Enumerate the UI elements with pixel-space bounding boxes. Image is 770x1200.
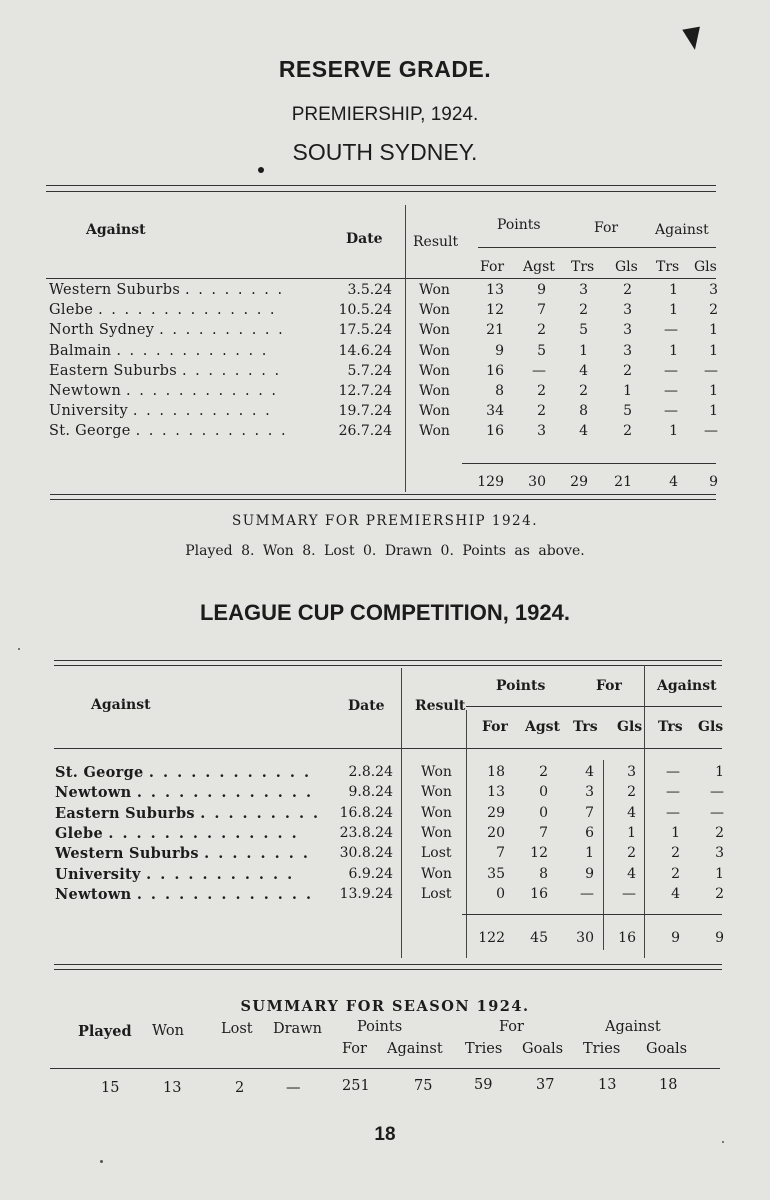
value-goals-against: 18 xyxy=(659,1077,678,1093)
points-for: 18 xyxy=(487,764,505,780)
match-date: 2.8.24 xyxy=(348,764,393,780)
tries-against: 1 xyxy=(669,282,678,298)
team-name xyxy=(55,886,313,903)
goals-against: — xyxy=(704,362,718,379)
team-label: St. George xyxy=(55,764,144,781)
tries-for: 2 xyxy=(579,383,588,399)
header-bottom-rule xyxy=(46,278,716,279)
tries-against: — xyxy=(666,804,680,821)
points-for: 13 xyxy=(486,282,504,298)
col-header-date: Date xyxy=(348,698,385,714)
sub-header-gls-against: Gls xyxy=(698,719,724,735)
value-tries-against: 13 xyxy=(598,1077,617,1093)
label-against: Against xyxy=(605,1019,661,1035)
col-header-result: Result xyxy=(413,234,459,250)
header-bottom-rule xyxy=(54,748,722,749)
points-against: 8 xyxy=(539,865,548,882)
team-name xyxy=(55,784,313,801)
match-date: 19.7.24 xyxy=(338,403,392,420)
leader-dots: . . . . . . . . xyxy=(204,845,310,863)
match-result: Won xyxy=(419,302,450,319)
page-subtitle: PREMIERSHIP, 1924. xyxy=(291,104,479,125)
value-points-against: 75 xyxy=(414,1078,433,1094)
label-tries-against: Tries xyxy=(583,1041,621,1057)
points-against: 16 xyxy=(530,885,548,902)
match-date: 6.9.24 xyxy=(348,865,393,882)
points-against: 5 xyxy=(537,342,546,359)
tries-against: — xyxy=(664,383,678,399)
points-for: 8 xyxy=(495,383,504,399)
points-for: 7 xyxy=(496,845,505,862)
points-against: 9 xyxy=(537,282,546,298)
team-label: St. George xyxy=(49,423,131,440)
label-drawn: Drawn xyxy=(273,1021,322,1037)
total-tries-for: 29 xyxy=(570,474,588,490)
points-for: 20 xyxy=(487,824,505,841)
table-bottom-rule xyxy=(54,964,722,965)
team-name xyxy=(49,423,288,439)
result-column-rule xyxy=(405,205,406,492)
goals-for: 4 xyxy=(627,804,636,821)
leader-dots: . . . . . . . . xyxy=(181,362,282,379)
tries-for: 4 xyxy=(579,423,588,440)
match-date: 26.7.24 xyxy=(338,423,392,440)
label-goals-against: Goals xyxy=(646,1041,688,1057)
col-header-against-group: Against xyxy=(657,678,717,694)
tries-against: — xyxy=(666,784,680,801)
paper-speck xyxy=(100,1160,103,1163)
table-top-rule xyxy=(46,185,716,186)
tries-for: 3 xyxy=(579,282,588,298)
bullet-dot xyxy=(258,167,264,173)
points-against: 2 xyxy=(539,764,548,780)
match-result: Won xyxy=(419,322,450,339)
goals-against: 1 xyxy=(709,383,718,399)
points-for: 9 xyxy=(495,342,504,359)
points-against: 12 xyxy=(530,845,548,862)
match-date: 30.8.24 xyxy=(339,845,393,862)
tries-for: 1 xyxy=(579,342,588,359)
header-divider xyxy=(478,247,716,248)
sub-header-trs: Trs xyxy=(571,259,595,275)
table-top-rule xyxy=(54,660,722,661)
table-bottom-rule xyxy=(50,494,716,495)
match-date: 13.9.24 xyxy=(339,885,393,902)
team-label: North Sydney xyxy=(49,322,155,339)
total-points-against: 45 xyxy=(530,930,548,946)
col-header-against: Against xyxy=(91,697,151,713)
goals-for: 1 xyxy=(623,383,632,399)
match-date: 12.7.24 xyxy=(338,383,392,399)
tries-against: 1 xyxy=(669,342,678,359)
league-cup-title: LEAGUE CUP COMPETITION, 1924. xyxy=(199,600,570,625)
goals-against: — xyxy=(710,804,724,821)
leader-dots: . . . . . . . . . . . . xyxy=(135,423,288,440)
goals-against: 3 xyxy=(709,282,718,298)
match-result: Won xyxy=(421,804,452,821)
total-goals-for: 16 xyxy=(618,930,636,946)
sub-header-for: For xyxy=(482,719,508,735)
sub-header-trs: Trs xyxy=(573,719,598,735)
leader-dots: . . . . . . . . . . . . . . xyxy=(98,302,277,319)
team-name xyxy=(49,282,284,298)
team-label: Glebe xyxy=(55,824,103,842)
tries-for: 3 xyxy=(585,784,594,801)
sub-header-trs-against: Trs xyxy=(658,719,683,735)
team-name xyxy=(49,322,285,338)
total-tries-against: 9 xyxy=(671,930,680,946)
label-goals-for: Goals xyxy=(522,1041,564,1057)
points-for: 29 xyxy=(487,804,505,821)
sub-header-trs-against: Trs xyxy=(656,259,680,275)
team-label: Newtown xyxy=(55,885,132,903)
value-goals-for: 37 xyxy=(536,1077,555,1093)
goals-for: 2 xyxy=(627,784,636,801)
leader-dots: . . . . . . . . . . . . . . xyxy=(108,824,299,842)
team-label: Glebe xyxy=(49,302,94,319)
match-result: Won xyxy=(419,282,450,298)
paper-speck xyxy=(722,1141,724,1143)
match-date: 16.8.24 xyxy=(339,804,393,821)
points-against: 3 xyxy=(537,423,546,440)
tries-for: 2 xyxy=(579,302,588,319)
col-header-for-group: For xyxy=(596,678,622,694)
tries-for: 5 xyxy=(579,322,588,339)
goals-against: — xyxy=(710,784,724,801)
match-result: Lost xyxy=(421,885,452,902)
leader-dots: . . . . . . . . xyxy=(185,282,285,298)
goals-against: 1 xyxy=(709,342,718,359)
value-tries-for: 59 xyxy=(474,1077,493,1093)
goals-for: — xyxy=(622,885,636,902)
points-column-rule xyxy=(466,710,467,958)
team-label: Western Suburbs xyxy=(55,845,199,863)
goals-for: 2 xyxy=(623,362,632,379)
table-top-rule xyxy=(46,191,716,192)
page-title: RESERVE GRADE. xyxy=(278,56,492,82)
tries-against: 4 xyxy=(671,885,680,902)
leader-dots: . . . . . . . . . . . xyxy=(146,865,295,883)
goals-for: 5 xyxy=(623,403,632,420)
team-name xyxy=(49,343,268,359)
goals-against: 3 xyxy=(715,845,724,862)
team-name xyxy=(55,825,299,842)
points-against: 2 xyxy=(537,403,546,420)
header-divider xyxy=(466,706,722,707)
points-for: 12 xyxy=(486,302,504,319)
tries-against: 2 xyxy=(671,865,680,882)
total-points-against: 30 xyxy=(528,474,546,490)
goals-against: 1 xyxy=(715,764,724,780)
col-header-result: Result xyxy=(415,698,466,714)
col-header-against-group: Against xyxy=(655,222,709,238)
club-name: SOUTH SYDNEY. xyxy=(292,139,478,165)
label-tries-for: Tries xyxy=(465,1041,503,1057)
points-against: 7 xyxy=(537,302,546,319)
leader-dots: . . . . . . . . . . . . xyxy=(126,383,279,399)
team-name xyxy=(49,403,272,419)
result-column-rule xyxy=(401,668,402,958)
total-goals-against: 9 xyxy=(709,474,718,490)
match-date: 5.7.24 xyxy=(347,362,392,379)
value-drawn: — xyxy=(286,1080,301,1096)
total-goals-against: 9 xyxy=(715,930,724,946)
points-for: 21 xyxy=(486,322,504,339)
team-name xyxy=(49,383,278,399)
leader-dots: . . . . . . . . . . . . xyxy=(116,342,269,359)
team-name xyxy=(55,845,310,862)
goals-for: 3 xyxy=(623,302,632,319)
team-label: Western Suburbs xyxy=(49,282,181,298)
tries-against: — xyxy=(666,764,680,780)
leader-dots: . . . . . . . . . xyxy=(200,804,321,822)
team-label: University xyxy=(55,865,141,883)
label-points-against: Against xyxy=(387,1041,443,1057)
goals-against: 1 xyxy=(709,322,718,339)
points-against: 0 xyxy=(539,804,548,821)
goals-for: 3 xyxy=(623,322,632,339)
col-header-against: Against xyxy=(86,222,146,238)
goals-for: 3 xyxy=(623,342,632,359)
totals-rule xyxy=(462,914,722,915)
points-for: 34 xyxy=(486,403,504,420)
paper-speck xyxy=(18,648,20,650)
total-tries-for: 30 xyxy=(576,930,594,946)
tries-against: 1 xyxy=(669,423,678,440)
tries-for: 7 xyxy=(585,804,594,821)
match-result: Won xyxy=(419,362,450,379)
col-header-for-group: For xyxy=(594,220,619,236)
goals-for: 2 xyxy=(627,845,636,862)
table-bottom-rule xyxy=(54,969,722,970)
table-bottom-rule xyxy=(50,499,716,500)
points-against: — xyxy=(532,362,546,379)
goals-against: 2 xyxy=(715,824,724,841)
match-date: 9.8.24 xyxy=(348,784,393,801)
goals-for: 3 xyxy=(627,764,636,780)
team-label: Eastern Suburbs xyxy=(49,362,178,379)
goals-against: 1 xyxy=(715,865,724,882)
goals-for: 1 xyxy=(627,824,636,841)
team-name xyxy=(49,302,277,318)
col-header-points: Points xyxy=(496,678,546,694)
tries-for: 8 xyxy=(579,403,588,420)
goals-against: 1 xyxy=(709,403,718,420)
match-result: Won xyxy=(421,764,452,780)
sub-header-for: For xyxy=(480,259,505,275)
points-against: 0 xyxy=(539,784,548,801)
label-points: Points xyxy=(357,1019,403,1035)
value-lost: 2 xyxy=(235,1080,245,1096)
tries-against: — xyxy=(664,362,678,379)
total-goals-for: 21 xyxy=(614,474,632,490)
leader-dots: . . . . . . . . . . xyxy=(159,322,285,339)
match-result: Won xyxy=(419,342,450,359)
goals-against: — xyxy=(704,423,718,440)
table-top-rule xyxy=(54,665,722,666)
team-name xyxy=(55,805,320,822)
tries-against: 1 xyxy=(671,824,680,841)
sub-header-agst: Agst xyxy=(525,719,560,735)
leader-dots: . . . . . . . . . . . . xyxy=(148,764,312,781)
match-result: Won xyxy=(421,784,452,801)
label-played: Played xyxy=(78,1023,132,1040)
sub-header-gls-against: Gls xyxy=(694,259,717,275)
match-date: 3.5.24 xyxy=(347,282,392,298)
sub-header-agst: Agst xyxy=(523,259,555,275)
page-number: 18 xyxy=(374,1124,396,1145)
goals-for: 2 xyxy=(623,282,632,298)
match-date: 17.5.24 xyxy=(338,322,392,339)
total-points-for: 122 xyxy=(478,930,505,946)
season-rule xyxy=(50,1068,720,1069)
goals-for: 2 xyxy=(623,423,632,440)
match-result: Won xyxy=(421,865,452,882)
team-name xyxy=(49,363,281,379)
tries-for: 4 xyxy=(585,764,594,780)
tries-against: 2 xyxy=(671,845,680,862)
match-date: 10.5.24 xyxy=(338,302,392,319)
goals-against: 2 xyxy=(715,885,724,902)
corner-mark xyxy=(682,27,704,52)
tries-against: 1 xyxy=(669,302,678,319)
sub-header-gls: Gls xyxy=(615,259,638,275)
tries-for: — xyxy=(580,885,594,902)
team-label: Newtown xyxy=(49,383,122,399)
premiership-summary-line: Played 8. Won 8. Lost 0. Drawn 0. Points as above. xyxy=(185,543,585,559)
col-header-date: Date xyxy=(346,231,383,247)
match-date: 14.6.24 xyxy=(338,342,392,359)
label-won: Won xyxy=(152,1023,184,1039)
team-label: Newtown xyxy=(55,784,132,802)
total-points-for: 129 xyxy=(477,474,504,490)
totals-rule xyxy=(462,463,716,464)
points-for: 35 xyxy=(487,865,505,882)
label-points-for: For xyxy=(342,1041,367,1057)
match-result: Won xyxy=(421,824,452,841)
points-for: 16 xyxy=(486,362,504,379)
season-summary-title: SUMMARY FOR SEASON 1924. xyxy=(240,998,530,1015)
total-tries-against: 4 xyxy=(669,474,678,490)
team-label: University xyxy=(49,403,128,420)
points-for: 16 xyxy=(486,423,504,440)
leader-dots: . . . . . . . . . . . . . xyxy=(136,784,314,802)
value-played: 15 xyxy=(101,1080,120,1096)
match-result: Won xyxy=(419,383,450,399)
match-result: Won xyxy=(419,423,450,440)
label-lost: Lost xyxy=(221,1021,253,1037)
goals-for: 4 xyxy=(627,865,636,882)
points-against: 2 xyxy=(537,322,546,339)
team-label: Eastern Suburbs xyxy=(55,804,195,822)
match-result: Lost xyxy=(421,845,452,862)
tries-for: 9 xyxy=(585,865,594,882)
leader-dots: . . . . . . . . . . . . . xyxy=(136,885,314,903)
label-for: For xyxy=(499,1019,524,1035)
leader-dots: . . . . . . . . . . . xyxy=(132,403,272,420)
tries-for: 1 xyxy=(585,845,594,862)
match-result: Won xyxy=(419,403,450,420)
team-label: Balmain xyxy=(49,342,112,359)
tries-against: — xyxy=(664,322,678,339)
points-against: 7 xyxy=(539,824,548,841)
points-against: 2 xyxy=(537,383,546,399)
tries-for: 6 xyxy=(585,824,594,841)
team-name xyxy=(55,866,294,883)
points-for: 0 xyxy=(496,885,505,902)
premiership-summary-title: SUMMARY FOR PREMIERSHIP 1924. xyxy=(231,513,539,529)
sub-header-gls: Gls xyxy=(617,719,643,735)
value-won: 13 xyxy=(163,1080,182,1096)
value-points-for: 251 xyxy=(342,1078,370,1094)
tries-against: — xyxy=(664,403,678,420)
team-name xyxy=(55,764,311,781)
tries-for: 4 xyxy=(579,362,588,379)
points-for: 13 xyxy=(487,784,505,801)
col-header-points: Points xyxy=(497,217,541,233)
goals-against: 2 xyxy=(709,302,718,319)
match-date: 23.8.24 xyxy=(339,824,393,841)
